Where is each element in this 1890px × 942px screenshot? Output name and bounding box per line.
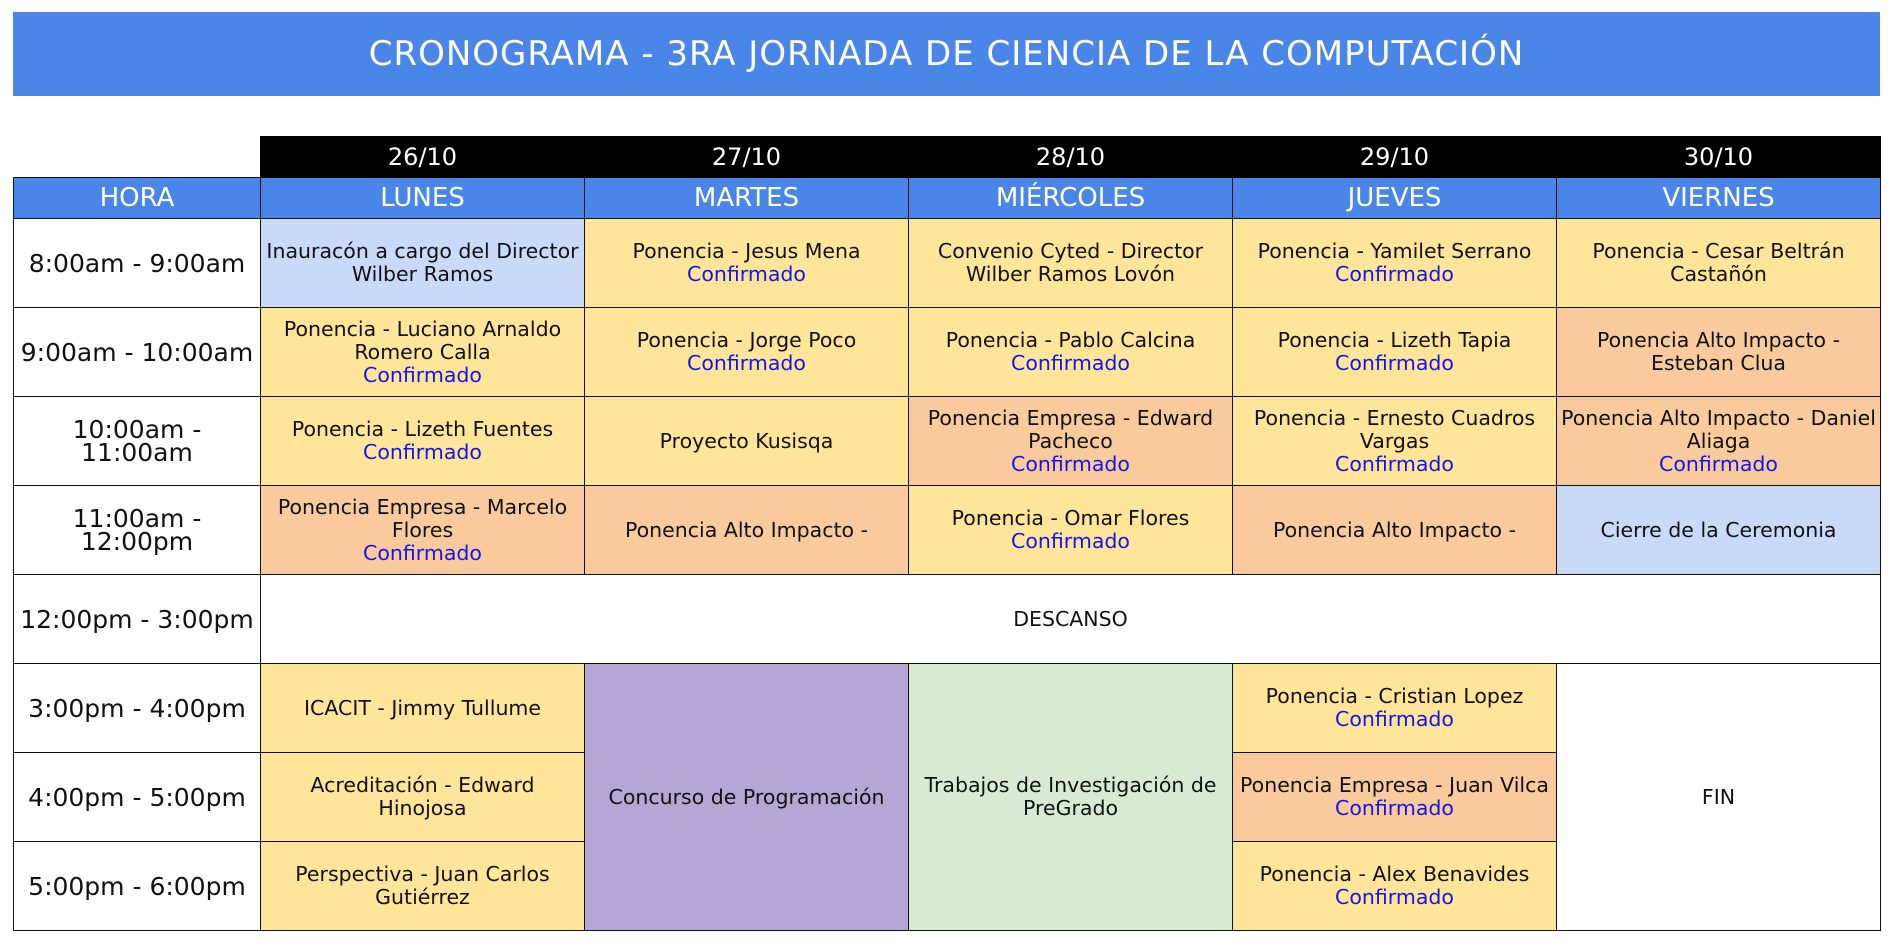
event-title: Inauracón a cargo del Director Wilber Ramos [266, 239, 579, 286]
confirmed-label: Confirmado [1335, 707, 1454, 731]
day-header: LUNES [261, 178, 585, 219]
event-cell [1233, 842, 1557, 931]
event-title: Ponencia - Lizeth Fuentes [291, 417, 554, 441]
event-title: Ponencia - Jesus Mena [632, 239, 861, 263]
event-title: Ponencia - Yamilet Serrano [1257, 239, 1532, 263]
event-title: Ponencia - Lizeth Tapia [1277, 328, 1512, 352]
corner-blank [14, 137, 261, 178]
event-cell [261, 219, 585, 308]
event-title: Ponencia Empresa - Marcelo Flores [277, 494, 568, 542]
page-title: CRONOGRAMA - 3RA JORNADA DE CIENCIA DE LA COMPUTACIÓN [13, 12, 1880, 96]
confirmed-label: Confirmado [1335, 451, 1454, 476]
day-header: VIERNES [1557, 178, 1881, 219]
event-title: Ponencia Alto Impacto - Daniel Aliaga [1561, 405, 1876, 453]
event-cell [585, 308, 909, 397]
hour-cell: 12:00pm - 3:00pm [14, 575, 261, 664]
date-cell: 26/10 [261, 137, 585, 178]
schedule-table [13, 136, 1881, 931]
break-label: DESCANSO [1013, 606, 1128, 631]
event-title: Ponencia - Luciano Arnaldo Romero Calla [283, 316, 562, 364]
day-header: MARTES [585, 178, 909, 219]
event-cell [261, 486, 585, 575]
hour-cell: 4:00pm - 5:00pm [14, 753, 261, 842]
date-cell: 28/10 [909, 137, 1233, 178]
event-cell [1557, 664, 1881, 931]
event-title: Concurso de Programación [608, 784, 885, 809]
event-title: Ponencia - Ernesto Cuadros Vargas [1253, 405, 1536, 453]
hour-cell: 10:00am - 11:00am [14, 397, 261, 486]
event-title: Proyecto Kusisqa [659, 428, 834, 453]
event-cell [585, 664, 909, 931]
confirmed-label: Confirmado [1011, 451, 1130, 476]
event-cell [909, 397, 1233, 486]
event-title: ICACIT - Jimmy Tullume [303, 695, 542, 720]
event-cell [1233, 664, 1557, 753]
confirmed-label: Confirmado [687, 262, 806, 286]
confirmed-label: Confirmado [363, 540, 482, 565]
schedule-row [14, 219, 1881, 308]
confirmed-label: Confirmado [1335, 796, 1454, 820]
confirmed-label: Confirmado [363, 362, 482, 387]
event-cell [1557, 219, 1881, 308]
event-title: Acreditación - Edward Hinojosa [310, 773, 535, 820]
event-title: FIN [1701, 784, 1736, 809]
hour-cell: 5:00pm - 6:00pm [14, 842, 261, 931]
event-title: Ponencia - Pablo Calcina [945, 328, 1196, 352]
confirmed-label: Confirmado [1659, 451, 1778, 476]
hour-cell: 3:00pm - 4:00pm [14, 664, 261, 753]
confirmed-label: Confirmado [1011, 351, 1130, 375]
event-title: Ponencia Alto Impacto - [625, 517, 868, 542]
event-title: Ponencia - Cesar Beltrán Castañón [1592, 239, 1845, 286]
event-title: Ponencia Alto Impacto - Esteban Clua [1597, 328, 1840, 375]
day-header: MIÉRCOLES [909, 178, 1233, 219]
hour-cell: 9:00am - 10:00am [14, 308, 261, 397]
schedule-row [14, 486, 1881, 575]
event-cell [1233, 219, 1557, 308]
event-cell [585, 397, 909, 486]
event-title: Trabajos de Investigación de PreGrado [924, 773, 1217, 820]
day-header: JUEVES [1233, 178, 1557, 219]
confirmed-label: Confirmado [1335, 885, 1454, 909]
event-cell [261, 664, 585, 753]
event-title: Ponencia Empresa - Juan Vilca [1240, 773, 1549, 797]
event-cell [909, 486, 1233, 575]
break-cell [261, 575, 1881, 664]
header-row [14, 178, 1881, 219]
hour-cell: 8:00am - 9:00am [14, 219, 261, 308]
date-cell: 30/10 [1557, 137, 1881, 178]
hour-header: HORA [14, 178, 261, 219]
event-cell [909, 664, 1233, 931]
event-title: Perspectiva - Juan Carlos Gutiérrez [295, 862, 550, 909]
event-cell [1557, 308, 1881, 397]
event-cell [1557, 397, 1881, 486]
date-cell: 27/10 [585, 137, 909, 178]
date-cell: 29/10 [1233, 137, 1557, 178]
event-title: Ponencia Empresa - Edward Pacheco [927, 405, 1214, 453]
schedule-row [14, 397, 1881, 486]
event-cell [909, 308, 1233, 397]
event-cell [1233, 308, 1557, 397]
event-cell [261, 308, 585, 397]
confirmed-label: Confirmado [363, 440, 482, 464]
event-cell [1557, 486, 1881, 575]
event-cell [1233, 753, 1557, 842]
event-title: Ponencia - Jorge Poco [636, 328, 857, 352]
event-cell [261, 842, 585, 931]
schedule-row [14, 664, 1881, 753]
event-title: Ponencia - Cristian Lopez [1265, 684, 1524, 708]
event-title: Cierre de la Ceremonia [1600, 517, 1837, 542]
confirmed-label: Confirmado [687, 351, 806, 375]
confirmed-label: Confirmado [1335, 262, 1454, 286]
event-cell [1233, 486, 1557, 575]
event-title: Ponencia Alto Impacto - [1273, 517, 1516, 542]
event-cell [585, 219, 909, 308]
event-cell [1233, 397, 1557, 486]
event-title: Convenio Cyted - Director Wilber Ramos Lovón [937, 239, 1204, 286]
event-cell [585, 486, 909, 575]
event-cell [261, 753, 585, 842]
hour-cell: 11:00am - 12:00pm [14, 486, 261, 575]
event-title: Ponencia - Alex Benavides [1259, 862, 1530, 886]
schedule-row [14, 308, 1881, 397]
dates-row [14, 137, 1881, 178]
confirmed-label: Confirmado [1335, 351, 1454, 375]
confirmed-label: Confirmado [1011, 529, 1130, 553]
event-title: Ponencia - Omar Flores [951, 506, 1190, 530]
schedule-row [14, 575, 1881, 664]
event-cell [909, 219, 1233, 308]
event-cell [261, 397, 585, 486]
